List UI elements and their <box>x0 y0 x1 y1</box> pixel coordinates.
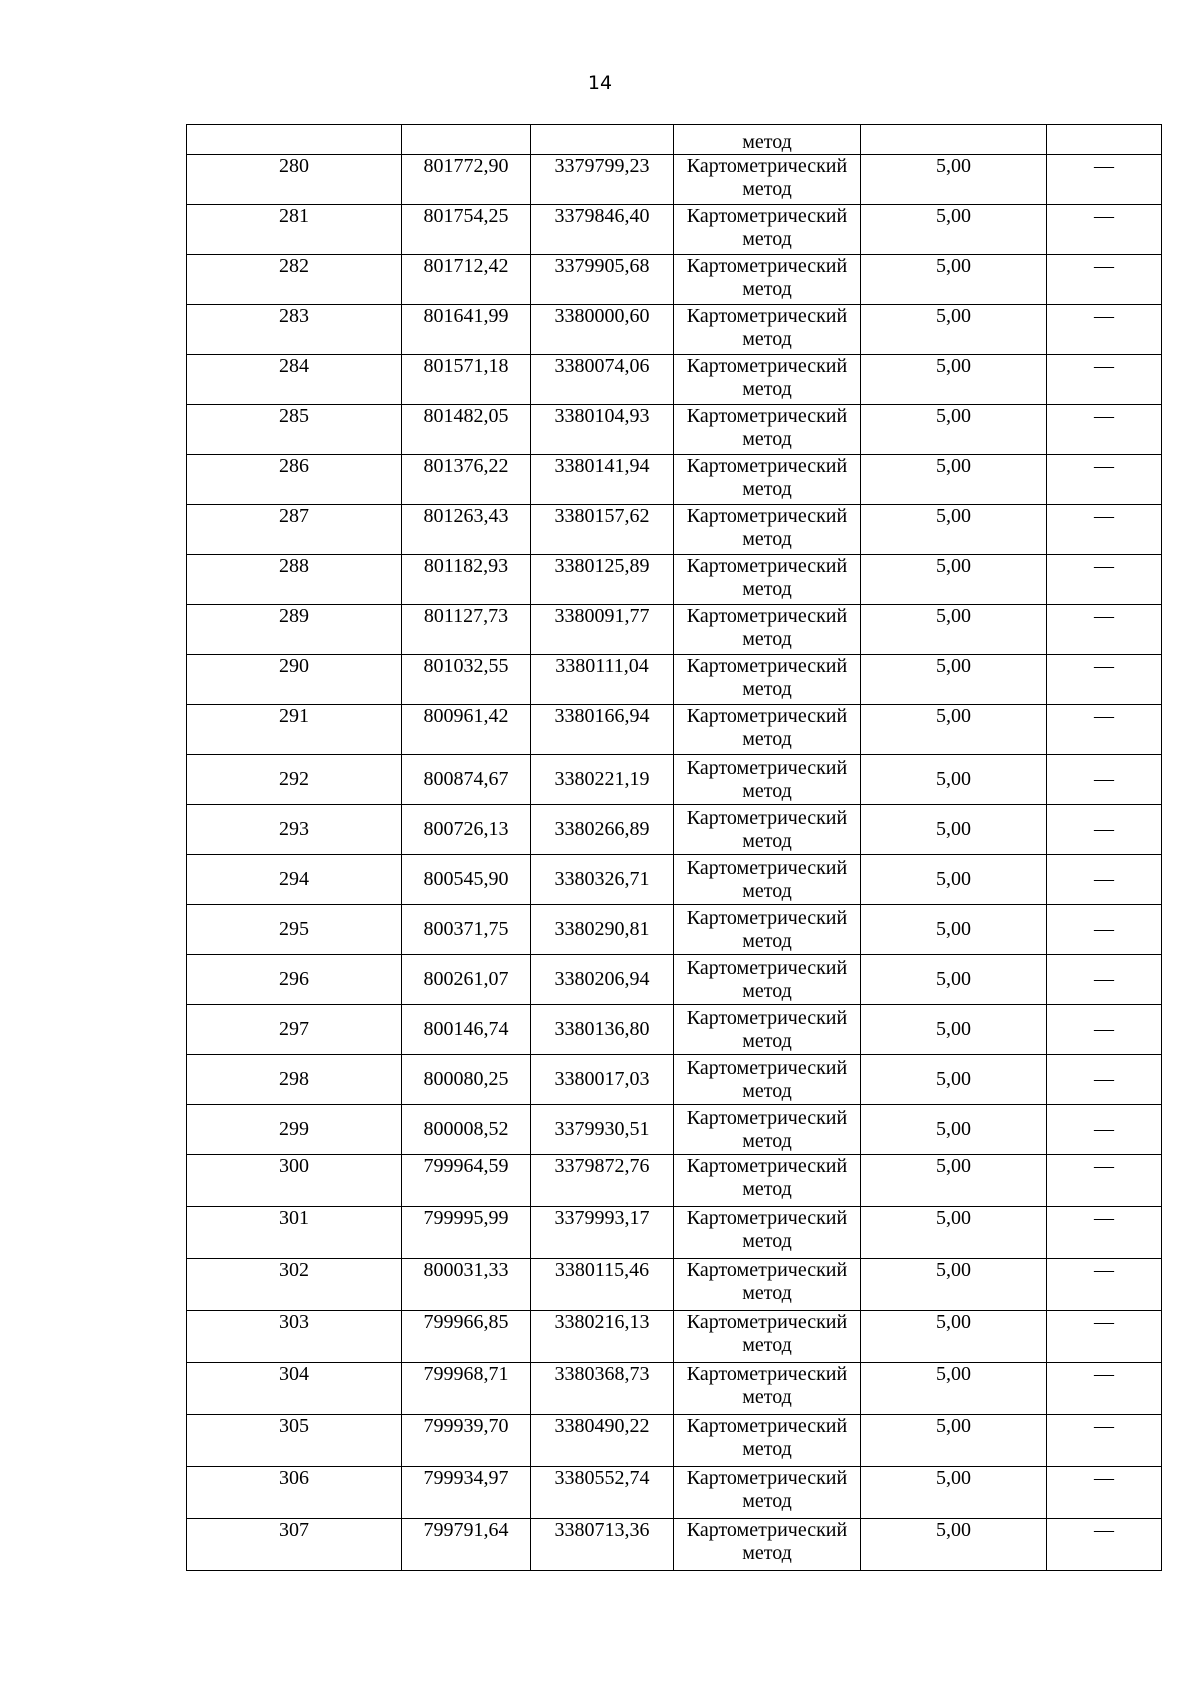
point-number-cell: 291 <box>187 705 402 755</box>
method-line-1: Картометрический <box>686 956 848 979</box>
method-cell <box>674 1055 861 1105</box>
x-coordinate-cell: 799995,99 <box>402 1207 531 1259</box>
point-number-cell: 304 <box>187 1363 402 1415</box>
table-row <box>187 705 1162 755</box>
point-number-cell: 292 <box>187 755 402 805</box>
table-cell-empty <box>861 125 1047 155</box>
x-coordinate-cell: 800146,74 <box>402 1005 531 1055</box>
point-number-cell: 303 <box>187 1311 402 1363</box>
y-coordinate-cell: 3380115,46 <box>531 1259 674 1311</box>
method-cell <box>674 705 861 755</box>
method-line-1: Картометрический <box>686 705 848 727</box>
method-line-2: метод <box>742 178 792 200</box>
accuracy-cell: 5,00 <box>861 605 1047 655</box>
x-coordinate-cell: 800371,75 <box>402 905 531 955</box>
method-line-1: Картометрический <box>686 1415 848 1437</box>
description-cell: — <box>1047 1005 1162 1055</box>
table-row <box>187 1467 1162 1519</box>
y-coordinate-cell: 3380141,94 <box>531 455 674 505</box>
x-coordinate-cell: 801376,22 <box>402 455 531 505</box>
method-line-1: Картометрический <box>686 1311 848 1333</box>
y-coordinate-cell: 3380136,80 <box>531 1005 674 1055</box>
y-coordinate-cell: 3380206,94 <box>531 955 674 1005</box>
accuracy-cell: 5,00 <box>861 1155 1047 1207</box>
table-row <box>187 1155 1162 1207</box>
accuracy-cell: 5,00 <box>861 155 1047 205</box>
accuracy-cell: 5,00 <box>861 1005 1047 1055</box>
point-number-cell: 281 <box>187 205 402 255</box>
table-row <box>187 1207 1162 1259</box>
accuracy-cell: 5,00 <box>861 505 1047 555</box>
accuracy-cell: 5,00 <box>861 1415 1047 1467</box>
method-line-1: Картометрический <box>686 1467 848 1489</box>
x-coordinate-cell: 799968,71 <box>402 1363 531 1415</box>
method-cell <box>674 355 861 405</box>
description-cell: — <box>1047 705 1162 755</box>
page-number: 14 <box>587 72 613 94</box>
accuracy-cell: 5,00 <box>861 1311 1047 1363</box>
description-cell: — <box>1047 355 1162 405</box>
table-row <box>187 1311 1162 1363</box>
description-cell: — <box>1047 605 1162 655</box>
accuracy-cell: 5,00 <box>861 305 1047 355</box>
table-row-continuation <box>187 125 1162 155</box>
method-cell <box>674 855 861 905</box>
method-line-2: метод <box>742 829 792 852</box>
table-row <box>187 655 1162 705</box>
y-coordinate-cell: 3379930,51 <box>531 1105 674 1155</box>
point-number-cell: 284 <box>187 355 402 405</box>
description-cell: — <box>1047 255 1162 305</box>
method-line-2: метод <box>742 628 792 650</box>
point-number-cell: 297 <box>187 1005 402 1055</box>
table-row <box>187 355 1162 405</box>
description-cell: — <box>1047 1363 1162 1415</box>
method-cell <box>674 555 861 605</box>
table-row <box>187 405 1162 455</box>
point-number-cell: 287 <box>187 505 402 555</box>
accuracy-cell: 5,00 <box>861 555 1047 605</box>
method-line-2: метод <box>742 1079 792 1102</box>
point-number-cell: 289 <box>187 605 402 655</box>
description-cell: — <box>1047 1519 1162 1571</box>
method-line-1: Картометрический <box>686 1207 848 1229</box>
accuracy-cell: 5,00 <box>861 405 1047 455</box>
x-coordinate-cell: 799939,70 <box>402 1415 531 1467</box>
y-coordinate-cell: 3380000,60 <box>531 305 674 355</box>
accuracy-cell: 5,00 <box>861 905 1047 955</box>
table-row <box>187 1415 1162 1467</box>
method-line-2: метод <box>742 378 792 400</box>
description-cell: — <box>1047 1207 1162 1259</box>
x-coordinate-cell: 800031,33 <box>402 1259 531 1311</box>
table-cell-empty <box>402 125 531 155</box>
table-row <box>187 1005 1162 1055</box>
method-line-1: Картометрический <box>686 455 848 477</box>
method-line-2: метод <box>742 979 792 1002</box>
point-number-cell: 288 <box>187 555 402 605</box>
method-line-1: Картометрический <box>686 255 848 277</box>
x-coordinate-cell: 800961,42 <box>402 705 531 755</box>
point-number-cell: 302 <box>187 1259 402 1311</box>
y-coordinate-cell: 3379846,40 <box>531 205 674 255</box>
y-coordinate-cell: 3380074,06 <box>531 355 674 405</box>
description-cell: — <box>1047 155 1162 205</box>
y-coordinate-cell: 3380091,77 <box>531 605 674 655</box>
method-line-1: Картометрический <box>686 505 848 527</box>
method-line-1: Картометрический <box>686 1006 848 1029</box>
description-cell: — <box>1047 1155 1162 1207</box>
method-line-1: Картометрический <box>686 906 848 929</box>
point-number-cell: 283 <box>187 305 402 355</box>
method-line-1: Картометрический <box>686 555 848 577</box>
method-cell <box>674 1467 861 1519</box>
y-coordinate-cell: 3379993,17 <box>531 1207 674 1259</box>
coordinates-table <box>186 124 1162 1571</box>
description-cell: — <box>1047 955 1162 1005</box>
description-cell: — <box>1047 855 1162 905</box>
method-cell <box>674 1259 861 1311</box>
x-coordinate-cell: 801641,99 <box>402 305 531 355</box>
y-coordinate-cell: 3379905,68 <box>531 255 674 305</box>
accuracy-cell: 5,00 <box>861 455 1047 505</box>
method-line-2: метод <box>742 728 792 750</box>
method-line-2: метод <box>742 678 792 700</box>
table-row <box>187 605 1162 655</box>
y-coordinate-cell: 3380166,94 <box>531 705 674 755</box>
method-cell <box>674 1311 861 1363</box>
method-line-2: метод <box>742 278 792 300</box>
table-row <box>187 305 1162 355</box>
x-coordinate-cell: 801754,25 <box>402 205 531 255</box>
table-row <box>187 905 1162 955</box>
method-cell <box>674 1105 861 1155</box>
table-row <box>187 755 1162 805</box>
table-cell-empty <box>187 125 402 155</box>
x-coordinate-cell: 801127,73 <box>402 605 531 655</box>
x-coordinate-cell: 799966,85 <box>402 1311 531 1363</box>
method-cell <box>674 455 861 505</box>
method-line-2: метод <box>742 328 792 350</box>
point-number-cell: 300 <box>187 1155 402 1207</box>
point-number-cell: 293 <box>187 805 402 855</box>
table-row <box>187 1105 1162 1155</box>
method-line-2: метод <box>742 1178 792 1200</box>
method-line-1: Картометрический <box>686 155 848 177</box>
method-line-1: Картометрический <box>686 806 848 829</box>
method-line-1: Картометрический <box>686 1519 848 1541</box>
method-line-1: Картометрический <box>686 756 848 779</box>
method-line-1: Картометрический <box>686 1106 848 1129</box>
method-cell: метод <box>674 125 861 155</box>
description-cell: — <box>1047 305 1162 355</box>
accuracy-cell: 5,00 <box>861 805 1047 855</box>
y-coordinate-cell: 3379872,76 <box>531 1155 674 1207</box>
description-cell: — <box>1047 805 1162 855</box>
method-cell <box>674 205 861 255</box>
method-cell <box>674 305 861 355</box>
x-coordinate-cell: 800545,90 <box>402 855 531 905</box>
table-row <box>187 805 1162 855</box>
method-line-1: Картометрический <box>686 655 848 677</box>
table-row <box>187 1519 1162 1571</box>
accuracy-cell: 5,00 <box>861 255 1047 305</box>
accuracy-cell: 5,00 <box>861 1207 1047 1259</box>
accuracy-cell: 5,00 <box>861 1259 1047 1311</box>
method-line-2: метод <box>742 1490 792 1512</box>
method-cell <box>674 805 861 855</box>
table-row <box>187 1259 1162 1311</box>
method-line-2: метод <box>742 929 792 952</box>
x-coordinate-cell: 800261,07 <box>402 955 531 1005</box>
point-number-cell: 301 <box>187 1207 402 1259</box>
point-number-cell: 280 <box>187 155 402 205</box>
point-number-cell: 307 <box>187 1519 402 1571</box>
method-line-2: метод <box>742 1129 792 1152</box>
y-coordinate-cell: 3380221,19 <box>531 755 674 805</box>
method-line-2: метод <box>742 1386 792 1408</box>
y-coordinate-cell: 3379799,23 <box>531 155 674 205</box>
method-cell <box>674 1155 861 1207</box>
method-line-2: метод <box>742 228 792 250</box>
accuracy-cell: 5,00 <box>861 1467 1047 1519</box>
accuracy-cell: 5,00 <box>861 1055 1047 1105</box>
y-coordinate-cell: 3380104,93 <box>531 405 674 455</box>
description-cell: — <box>1047 1055 1162 1105</box>
point-number-cell: 286 <box>187 455 402 505</box>
method-cell <box>674 1207 861 1259</box>
table-cell-empty <box>1047 125 1162 155</box>
y-coordinate-cell: 3380216,13 <box>531 1311 674 1363</box>
y-coordinate-cell: 3380368,73 <box>531 1363 674 1415</box>
table-row <box>187 205 1162 255</box>
method-line-2: метод <box>742 1334 792 1356</box>
method-line-2: метод <box>742 1282 792 1304</box>
description-cell: — <box>1047 655 1162 705</box>
description-cell: — <box>1047 405 1162 455</box>
accuracy-cell: 5,00 <box>861 655 1047 705</box>
method-cell <box>674 405 861 455</box>
table-row <box>187 955 1162 1005</box>
method-line-2: метод <box>742 528 792 550</box>
method-cell <box>674 605 861 655</box>
table-cell-empty <box>531 125 674 155</box>
table-row <box>187 1363 1162 1415</box>
description-cell: — <box>1047 205 1162 255</box>
x-coordinate-cell: 800874,67 <box>402 755 531 805</box>
method-cell <box>674 955 861 1005</box>
method-line-2: метод <box>742 779 792 802</box>
method-cell <box>674 255 861 305</box>
method-cell <box>674 1363 861 1415</box>
accuracy-cell: 5,00 <box>861 205 1047 255</box>
description-cell: — <box>1047 1311 1162 1363</box>
method-cell <box>674 905 861 955</box>
description-cell: — <box>1047 1259 1162 1311</box>
y-coordinate-cell: 3380326,71 <box>531 855 674 905</box>
x-coordinate-cell: 799934,97 <box>402 1467 531 1519</box>
x-coordinate-cell: 801032,55 <box>402 655 531 705</box>
point-number-cell: 290 <box>187 655 402 705</box>
method-line-2: метод <box>742 1542 792 1564</box>
accuracy-cell: 5,00 <box>861 755 1047 805</box>
method-line-2: метод <box>742 428 792 450</box>
description-cell: — <box>1047 505 1162 555</box>
method-line-1: Картометрический <box>686 1155 848 1177</box>
x-coordinate-cell: 801712,42 <box>402 255 531 305</box>
point-number-cell: 296 <box>187 955 402 1005</box>
x-coordinate-cell: 799791,64 <box>402 1519 531 1571</box>
y-coordinate-cell: 3380713,36 <box>531 1519 674 1571</box>
x-coordinate-cell: 801182,93 <box>402 555 531 605</box>
description-cell: — <box>1047 1467 1162 1519</box>
point-number-cell: 305 <box>187 1415 402 1467</box>
x-coordinate-cell: 800008,52 <box>402 1105 531 1155</box>
method-cell <box>674 505 861 555</box>
method-line-1: Картометрический <box>686 355 848 377</box>
description-cell: — <box>1047 905 1162 955</box>
accuracy-cell: 5,00 <box>861 1105 1047 1155</box>
x-coordinate-cell: 801482,05 <box>402 405 531 455</box>
y-coordinate-cell: 3380290,81 <box>531 905 674 955</box>
accuracy-cell: 5,00 <box>861 855 1047 905</box>
point-number-cell: 299 <box>187 1105 402 1155</box>
method-line-1: Картометрический <box>686 1056 848 1079</box>
method-line-2: метод <box>742 879 792 902</box>
description-cell: — <box>1047 455 1162 505</box>
method-line-1: Картометрический <box>686 1259 848 1281</box>
x-coordinate-cell: 799964,59 <box>402 1155 531 1207</box>
method-line-1: Картометрический <box>686 205 848 227</box>
description-cell: — <box>1047 1415 1162 1467</box>
x-coordinate-cell: 800726,13 <box>402 805 531 855</box>
accuracy-cell: 5,00 <box>861 705 1047 755</box>
y-coordinate-cell: 3380266,89 <box>531 805 674 855</box>
point-number-cell: 306 <box>187 1467 402 1519</box>
y-coordinate-cell: 3380017,03 <box>531 1055 674 1105</box>
method-cell <box>674 1005 861 1055</box>
method-cell <box>674 655 861 705</box>
y-coordinate-cell: 3380552,74 <box>531 1467 674 1519</box>
table-row <box>187 855 1162 905</box>
point-number-cell: 285 <box>187 405 402 455</box>
accuracy-cell: 5,00 <box>861 955 1047 1005</box>
method-line-2: метод <box>742 578 792 600</box>
table-row <box>187 455 1162 505</box>
table-row <box>187 155 1162 205</box>
method-line-2: метод <box>742 1438 792 1460</box>
x-coordinate-cell: 800080,25 <box>402 1055 531 1105</box>
y-coordinate-cell: 3380111,04 <box>531 655 674 705</box>
point-number-cell: 282 <box>187 255 402 305</box>
y-coordinate-cell: 3380157,62 <box>531 505 674 555</box>
table-row <box>187 1055 1162 1105</box>
method-line-1: Картометрический <box>686 405 848 427</box>
method-line-2: метод <box>742 478 792 500</box>
table-row <box>187 505 1162 555</box>
accuracy-cell: 5,00 <box>861 1519 1047 1571</box>
method-cell <box>674 1519 861 1571</box>
x-coordinate-cell: 801772,90 <box>402 155 531 205</box>
y-coordinate-cell: 3380490,22 <box>531 1415 674 1467</box>
method-line-2: метод <box>742 1029 792 1052</box>
point-number-cell: 295 <box>187 905 402 955</box>
method-cell <box>674 755 861 805</box>
x-coordinate-cell: 801263,43 <box>402 505 531 555</box>
accuracy-cell: 5,00 <box>861 355 1047 405</box>
table-row <box>187 255 1162 305</box>
coordinates-table-body <box>187 125 1162 1571</box>
method-cell <box>674 155 861 205</box>
method-line-1: Картометрический <box>686 305 848 327</box>
table-row <box>187 555 1162 605</box>
y-coordinate-cell: 3380125,89 <box>531 555 674 605</box>
point-number-cell: 294 <box>187 855 402 905</box>
point-number-cell: 298 <box>187 1055 402 1105</box>
x-coordinate-cell: 801571,18 <box>402 355 531 405</box>
method-line-2: метод <box>742 1230 792 1252</box>
method-cell <box>674 1415 861 1467</box>
description-cell: — <box>1047 555 1162 605</box>
description-cell: — <box>1047 755 1162 805</box>
method-line-1: Картометрический <box>686 1363 848 1385</box>
method-line-1: Картометрический <box>686 605 848 627</box>
accuracy-cell: 5,00 <box>861 1363 1047 1415</box>
description-cell: — <box>1047 1105 1162 1155</box>
method-line-1: Картометрический <box>686 856 848 879</box>
